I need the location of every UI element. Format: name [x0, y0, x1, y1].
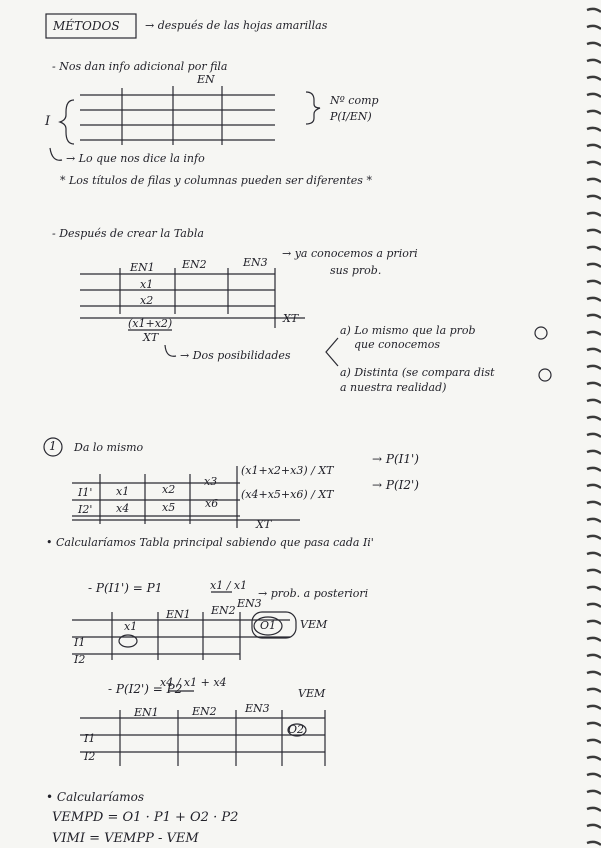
note-hook: [50, 148, 62, 160]
p1-fraction: x1 / x1: [210, 579, 248, 592]
num-2-circle: [535, 327, 547, 339]
t2-xt: XT: [283, 312, 299, 325]
p1-note: → prob. a posteriori: [258, 587, 369, 600]
t5-row-1: I1: [84, 732, 96, 745]
section-3-heading: Da lo mismo: [74, 441, 144, 454]
t4-row-2: I2: [74, 653, 86, 666]
t4-header-2: EN2: [211, 604, 236, 617]
t3-cell: x5: [162, 501, 176, 514]
t4-header-1: EN1: [166, 608, 191, 621]
t2-fraction-den: XT: [143, 331, 159, 344]
t5-header-4: VEM: [298, 687, 326, 700]
t5-o2: O2: [288, 723, 305, 736]
note-below-table: → Lo que nos dice la info: [66, 152, 205, 165]
section-2-heading: - Después de crear la Tabla: [52, 227, 204, 240]
t3-row-2-label: I2': [78, 503, 93, 516]
star-note: * Los títulos de filas y columnas pueden ser diferentes *: [60, 174, 372, 187]
legend-ncomp: Nº comp: [330, 94, 379, 107]
possibility-2a: a) Distinta (se compara dist: [340, 366, 495, 379]
t3-cell: x1: [116, 485, 130, 498]
t2-note: → ya conocemos a priori: [282, 247, 418, 260]
equation-vempd: VEMPD = O1 · P1 + O2 · P2: [52, 810, 239, 825]
table-2-lines: [80, 268, 305, 330]
t2-note-2: sus prob.: [330, 264, 382, 277]
t3-cell: x4: [116, 502, 130, 515]
t3-row-1-label: I1': [78, 486, 93, 499]
t2-x2: x2: [140, 294, 154, 307]
title-note: → después de las hojas amarillas: [145, 19, 328, 32]
t4-vem: VEM: [300, 618, 328, 631]
t2-fraction: (x1+x2): [128, 317, 173, 330]
t5-row-2: I2: [84, 750, 96, 763]
t2-x1: x1: [140, 278, 154, 291]
t2-header-1: EN1: [130, 261, 155, 274]
t2-header-3: EN3: [243, 256, 268, 269]
table-1-en-label: EN: [197, 73, 215, 86]
t4-o1: O1: [260, 619, 277, 632]
t5-header-2: EN2: [192, 705, 217, 718]
section-5-heading: • Calcularíamos: [46, 790, 144, 804]
possibility-2b: a nuestra realidad): [340, 381, 447, 394]
p2-fraction: x4 / x1 + x4: [160, 676, 227, 689]
two-possibilities: → Dos posibilidades: [180, 349, 291, 362]
t4-x: x1: [124, 620, 138, 633]
t4-header-3: EN3: [237, 597, 262, 610]
t3-cell: x3: [204, 475, 218, 488]
t5-header-3: EN3: [245, 702, 270, 715]
table-1-lines: [80, 86, 275, 145]
t2-header-2: EN2: [182, 258, 207, 271]
note-line-1: - Nos dan info adicional por fila: [52, 60, 228, 73]
t3-prob-1: → P(I1'): [372, 452, 419, 466]
equation-vimi: VIMI = VEMPP - VEM: [52, 831, 199, 846]
t3-cell: x2: [162, 483, 176, 496]
possibility-1a: a) Lo mismo que la prob: [340, 324, 476, 337]
legend-prob: P(I/EN): [330, 110, 372, 123]
p1-equation: - P(I1') = P1: [88, 581, 163, 595]
t5-header-1: EN1: [134, 706, 159, 719]
table-1-bracket: [60, 100, 74, 144]
num-1-circle: [539, 369, 551, 381]
section-3-number: 1: [49, 439, 57, 453]
p2-equation: - P(I2') = P2: [108, 682, 183, 696]
table-5-lines: [80, 710, 325, 766]
t3-xt: XT: [256, 518, 272, 531]
table-1-i-label: I: [45, 114, 51, 129]
section-4-heading: • Calcularíamos Tabla principal sabiendo que pasa cada Ii': [46, 536, 374, 549]
t3-cell: x6: [205, 497, 219, 510]
t4-row-1: I1: [74, 636, 86, 649]
poss-bracket: [326, 338, 338, 366]
t3-formula-2: (x4+x5+x6) / XT: [241, 488, 334, 501]
legend-bracket: [306, 92, 320, 124]
t3-formula-1: (x1+x2+x3) / XT: [241, 464, 334, 477]
poss-hook: [165, 345, 176, 356]
t3-prob-2: → P(I2'): [372, 478, 419, 492]
possibility-1b: que conocemos: [354, 338, 440, 351]
page-title: MÉTODOS: [53, 19, 120, 33]
